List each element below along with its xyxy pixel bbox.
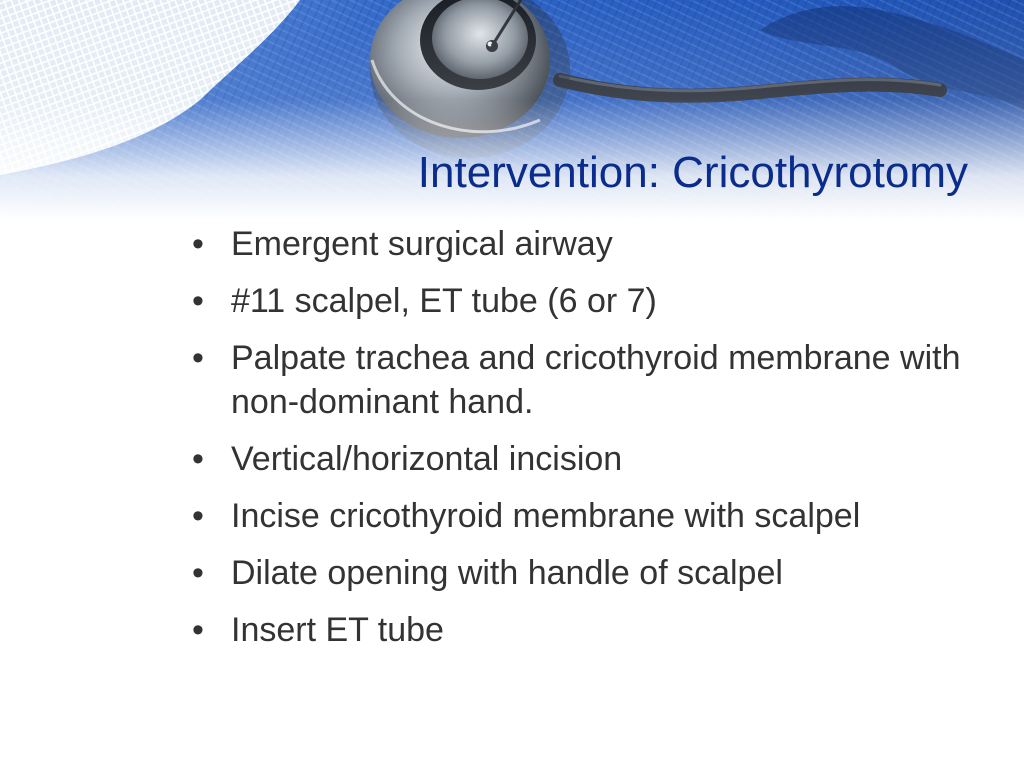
bullet-dot-icon: • — [192, 225, 204, 263]
bullet-text: Vertical/horizontal incision — [231, 440, 623, 478]
bullet-item — [188, 494, 988, 538]
bullet-dot-icon: • — [192, 282, 204, 320]
bullet-dot-icon: • — [192, 440, 204, 478]
bullet-item — [188, 437, 988, 481]
bullet-item — [188, 551, 988, 595]
bullet-text: Palpate trachea and cricothyroid membrane with non-dominant hand. — [231, 339, 961, 421]
bullet-text: #11 scalpel, ET tube (6 or 7) — [231, 282, 657, 320]
bullet-item — [188, 336, 988, 424]
bullet-dot-icon: • — [192, 339, 204, 377]
bullet-text: Insert ET tube — [231, 611, 444, 649]
bullet-list — [188, 222, 988, 665]
bullet-dot-icon: • — [192, 497, 204, 535]
bullet-item — [188, 279, 988, 323]
bullet-text: Emergent surgical airway — [231, 225, 613, 263]
bullet-item — [188, 222, 988, 266]
bullet-text: Incise cricothyroid membrane with scalpel — [231, 497, 861, 535]
bullet-text: Dilate opening with handle of scalpel — [231, 554, 783, 592]
bullet-dot-icon: • — [192, 554, 204, 592]
bullet-item — [188, 608, 988, 652]
bullet-dot-icon: • — [192, 611, 204, 649]
slide-title: Intervention: Cricothyrotomy — [417, 148, 968, 197]
